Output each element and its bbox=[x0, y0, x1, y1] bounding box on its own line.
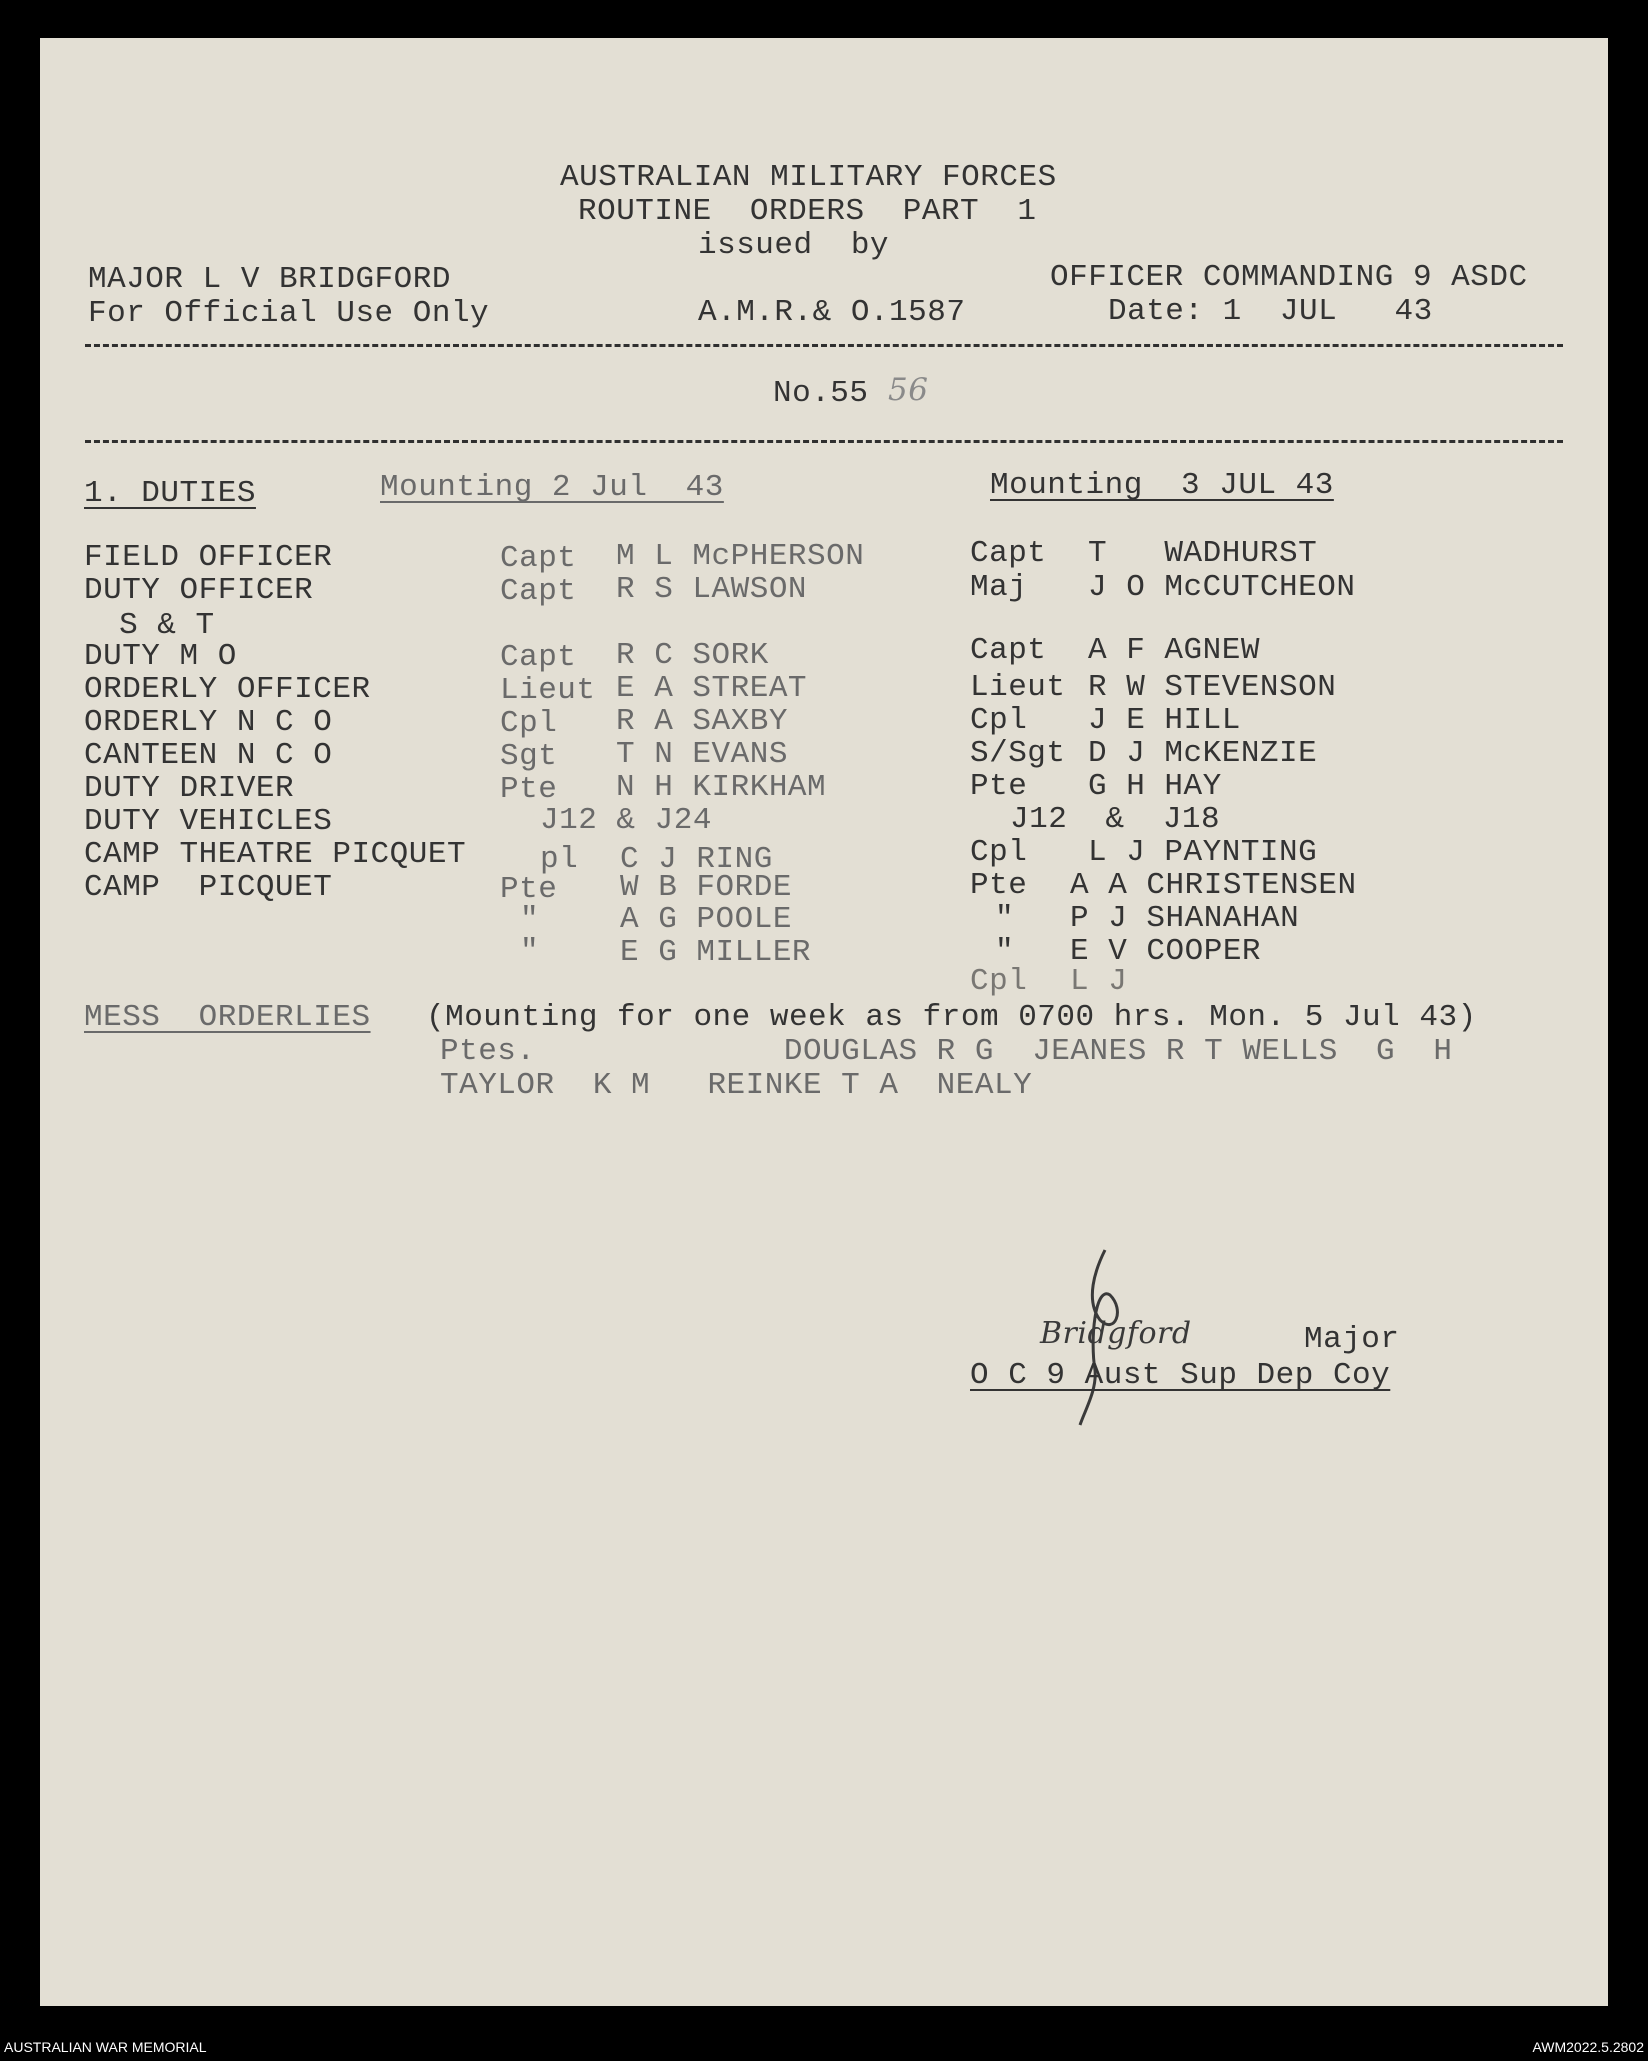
duty-label: DUTY M O bbox=[84, 639, 237, 674]
rank-col2: pl bbox=[540, 842, 579, 877]
duty-label: DUTY VEHICLES bbox=[84, 804, 333, 839]
header-issued-by: issued by bbox=[698, 228, 890, 263]
rank-col2: Lieut bbox=[500, 673, 596, 708]
duty-label: ORDERLY OFFICER bbox=[84, 672, 371, 707]
order-date: Date: 1 JUL 43 bbox=[1108, 294, 1433, 329]
signature-handwritten: Bridgford bbox=[1040, 1316, 1192, 1351]
name-col2: R A SAXBY bbox=[616, 704, 788, 739]
signature-rank: Major bbox=[1304, 1322, 1400, 1357]
rank-col3: Maj bbox=[970, 570, 1028, 605]
mess-orderlies-line1: Ptes. DOUGLAS R G JEANES R T WELLS G H bbox=[440, 1034, 1453, 1069]
mounting-col2-heading: Mounting 2 Jul 43 bbox=[380, 470, 724, 505]
name-col3: A A CHRISTENSEN bbox=[1070, 868, 1357, 903]
duty-label: CANTEEN N C O bbox=[84, 738, 333, 773]
name-col3: P J SHANAHAN bbox=[1070, 901, 1300, 936]
name-col3: G H HAY bbox=[1088, 769, 1222, 804]
name-col2: M L McPHERSON bbox=[616, 539, 865, 574]
name-col2: T N EVANS bbox=[616, 737, 788, 772]
header-rule-bottom bbox=[85, 440, 1563, 443]
rank-col3: Pte bbox=[970, 769, 1028, 804]
mess-orderlies-line2: TAYLOR K M REINKE T A NEALY bbox=[440, 1068, 1033, 1103]
name-col2: R S LAWSON bbox=[616, 572, 808, 607]
rank-col3: Capt bbox=[970, 633, 1047, 668]
name-col3: L J PAYNTING bbox=[1088, 835, 1318, 870]
rank-col3: Lieut bbox=[970, 670, 1066, 705]
reference-number: A.M.R.& O.1587 bbox=[698, 295, 966, 330]
footer-credit: AUSTRALIAN WAR MEMORIAL bbox=[4, 2039, 207, 2055]
duty-label: DUTY OFFICER bbox=[84, 573, 314, 608]
duty-label: S & T bbox=[100, 608, 215, 643]
duty-label: DUTY DRIVER bbox=[84, 771, 295, 806]
name-col3: D J McKENZIE bbox=[1088, 736, 1318, 771]
rank-col3: Cpl bbox=[970, 964, 1028, 999]
name-col2: W B FORDE bbox=[620, 870, 792, 905]
mess-orderlies-note: (Mounting for one week as from 0700 hrs. Mon. 5 Jul 43) bbox=[426, 1000, 1477, 1035]
duty-label: CAMP PICQUET bbox=[84, 870, 333, 905]
duties-heading: 1. DUTIES bbox=[84, 476, 256, 511]
name-col2: E A STREAT bbox=[616, 671, 808, 706]
name-col3: L J bbox=[1070, 964, 1128, 999]
name-col3: J12 & J18 bbox=[1010, 802, 1221, 837]
signature-unit: O C 9 Aust Sup Dep Coy bbox=[970, 1358, 1391, 1393]
duty-label: ORDERLY N C O bbox=[84, 705, 333, 740]
rank-col3: Cpl bbox=[970, 835, 1028, 870]
header-title: AUSTRALIAN MILITARY FORCES bbox=[560, 160, 1057, 195]
name-col3: A F AGNEW bbox=[1088, 633, 1260, 668]
mess-orderlies-heading: MESS ORDERLIES bbox=[84, 1000, 371, 1035]
name-col2: R C SORK bbox=[616, 638, 769, 673]
issuer-name: MAJOR L V BRIDGFORD bbox=[88, 262, 451, 297]
name-col3: J O McCUTCHEON bbox=[1088, 570, 1356, 605]
rank-col2: Cpl bbox=[500, 706, 558, 741]
name-col2: C J RING bbox=[620, 842, 773, 877]
name-col2: A G POOLE bbox=[620, 902, 792, 937]
handwritten-number: 56 bbox=[888, 372, 929, 408]
name-col3: J E HILL bbox=[1088, 703, 1241, 738]
rank-col3: " bbox=[995, 934, 1015, 969]
rank-col2: Capt bbox=[500, 640, 577, 675]
header-subtitle: ROUTINE ORDERS PART 1 bbox=[578, 194, 1037, 229]
footer-accession: AWM2022.5.2802 bbox=[1532, 2039, 1644, 2055]
rank-col2: " bbox=[520, 902, 540, 937]
mounting-col3-heading: Mounting 3 JUL 43 bbox=[990, 468, 1334, 503]
rank-col2: Capt bbox=[500, 541, 577, 576]
name-col2: N H KIRKHAM bbox=[616, 770, 827, 805]
rank-col2: Pte bbox=[500, 772, 558, 807]
rank-col2: " bbox=[520, 934, 540, 969]
rank-col2: Pte bbox=[500, 872, 558, 907]
rank-col3: Pte bbox=[970, 868, 1028, 903]
issuer-title: OFFICER COMMANDING 9 ASDC bbox=[1050, 260, 1528, 295]
name-col2: J12 & J24 bbox=[540, 803, 712, 838]
rank-col3: " bbox=[995, 901, 1015, 936]
name-col3: E V COOPER bbox=[1070, 934, 1262, 969]
rank-col2: Capt bbox=[500, 574, 577, 609]
rank-col3: S/Sgt bbox=[970, 736, 1066, 771]
order-number: No.55 bbox=[773, 376, 869, 411]
rank-col3: Cpl bbox=[970, 703, 1028, 738]
name-col2: E G MILLER bbox=[620, 935, 812, 970]
rank-col3: Capt bbox=[970, 536, 1047, 571]
rank-col2: Sgt bbox=[500, 739, 558, 774]
duty-label: FIELD OFFICER bbox=[84, 540, 333, 575]
name-col3: R W STEVENSON bbox=[1088, 670, 1337, 705]
header-rule-top bbox=[85, 344, 1563, 347]
classification: For Official Use Only bbox=[88, 296, 490, 331]
duty-label: CAMP THEATRE PICQUET bbox=[84, 837, 467, 872]
name-col3: T WADHURST bbox=[1088, 536, 1318, 571]
